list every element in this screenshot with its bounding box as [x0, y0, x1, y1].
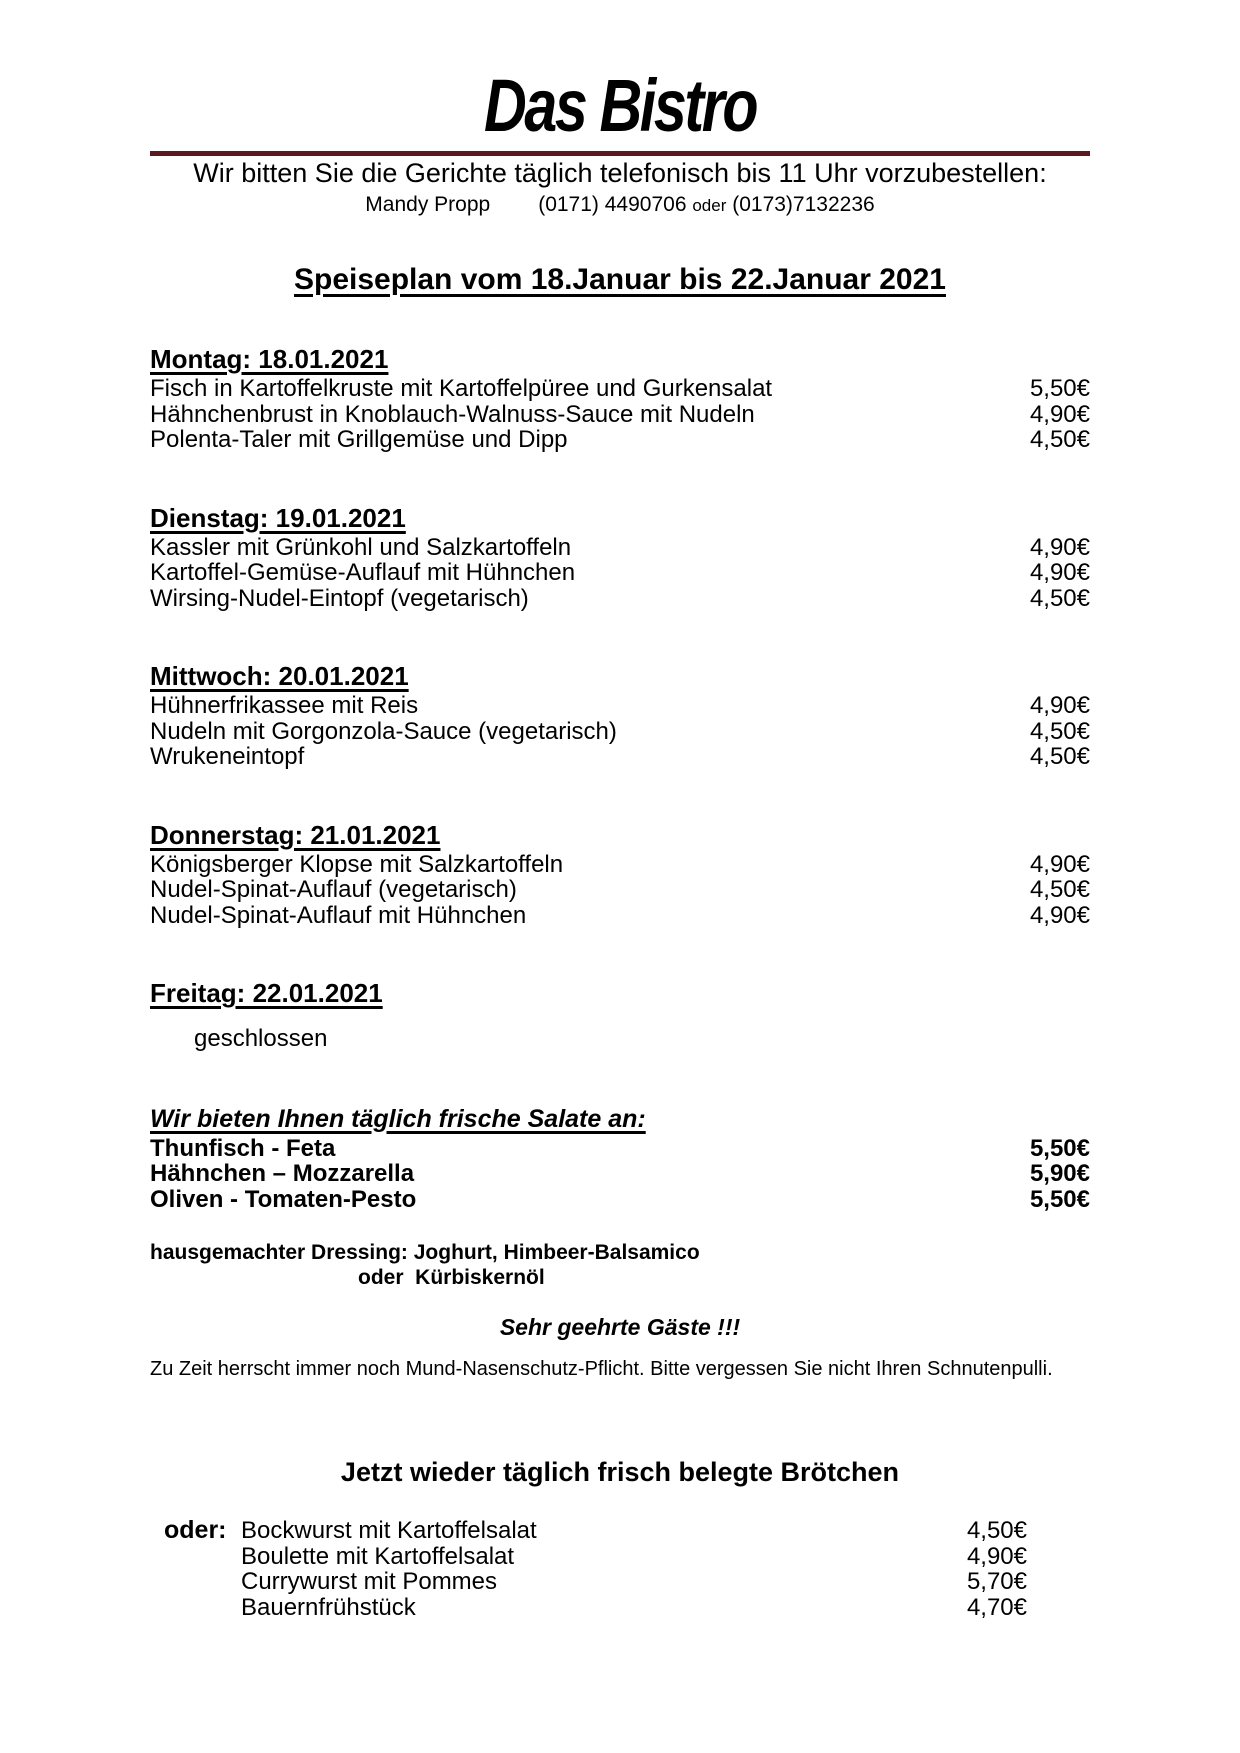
- dish-name: Kassler mit Grünkohl und Salzkartoffeln: [150, 533, 572, 561]
- dish-name: Polenta-Taler mit Grillgemüse und Dipp: [150, 426, 568, 453]
- broetchen-prefix: oder:: [164, 1516, 227, 1544]
- plan-heading: Speiseplan vom 18.Januar bis 22.Januar 2021: [293, 263, 946, 296]
- dish-price: 4,90€: [1029, 850, 1090, 878]
- day-block: [150, 503, 1090, 612]
- menu-item-row: [150, 1161, 1090, 1187]
- dish-price: 4,50€: [966, 1517, 1027, 1544]
- day-heading: Donnerstag: 21.01.2021: [150, 819, 441, 850]
- salads-section: [150, 1104, 1090, 1291]
- contact-phone-1: (0171) 4490706: [538, 193, 687, 216]
- preorder-note: Wir bitten Sie die Gerichte täglich telefonisch bis 11 Uhr vorzubestellen:: [193, 158, 1047, 188]
- dressing-line-2: oder Kürbiskernöl: [358, 1266, 545, 1289]
- header-divider: [150, 151, 1090, 156]
- dish-name: Hähnchen – Mozzarella: [150, 1160, 415, 1187]
- menu-item-row: [150, 744, 1090, 770]
- dish-price: 4,50€: [1029, 717, 1090, 745]
- dish-price: 4,70€: [966, 1593, 1027, 1621]
- mask-notice-text: Zu Zeit herrscht immer noch Mund-Nasenschutz-Pflicht. Bitte vergessen Sie nicht Ihren Schnutenpulli.: [150, 1358, 1053, 1380]
- dish-name: Königsberger Klopse mit Salzkartoffeln: [150, 850, 564, 878]
- dish-name: Oliven - Tomaten-Pesto: [150, 1185, 417, 1213]
- dish-price: 5,50€: [1029, 1134, 1090, 1162]
- dish-price: 4,90€: [1029, 533, 1090, 561]
- day-heading: Dienstag: 19.01.2021: [150, 502, 406, 533]
- dish-name: Bauernfrühstück: [241, 1593, 416, 1621]
- dish-price: 4,90€: [1029, 400, 1090, 428]
- dish-price: 4,90€: [1029, 901, 1090, 929]
- dish-price: 5,90€: [1029, 1160, 1090, 1187]
- dressing-line-1: hausgemachter Dressing: Joghurt, Himbeer-Balsamico: [150, 1241, 700, 1264]
- menu-item-row: [150, 693, 1090, 719]
- dish-price: 4,50€: [1029, 584, 1090, 612]
- dish-price: 4,50€: [1029, 743, 1090, 770]
- menu-item-row: [241, 1569, 1027, 1595]
- day-block: [150, 978, 1090, 1052]
- menu-item-row: [150, 402, 1090, 428]
- dish-name: Currywurst mit Pommes: [241, 1568, 498, 1595]
- dish-price: 4,50€: [1029, 876, 1090, 903]
- contact-line: [150, 192, 1090, 218]
- salads-list: [150, 1136, 1090, 1213]
- menu-item-row: [150, 852, 1090, 878]
- menu-item-row: [150, 1136, 1090, 1162]
- dish-name: Hähnchenbrust in Knoblauch-Walnuss-Sauce mit Nudeln: [150, 400, 755, 428]
- dish-name: Hühnerfrikassee mit Reis: [150, 692, 419, 719]
- dish-price: 5,70€: [966, 1568, 1027, 1595]
- menu-item-row: [150, 586, 1090, 612]
- day-block: [150, 820, 1090, 929]
- dish-name: Wrukeneintopf: [150, 743, 305, 770]
- header: [150, 0, 1090, 146]
- restaurant-title: Das Bistro: [483, 64, 757, 147]
- dish-name: Nudel-Spinat-Auflauf mit Hühnchen: [150, 901, 527, 929]
- menu-item-row: [241, 1518, 1027, 1544]
- broetchen-list: [241, 1518, 1027, 1620]
- contact-phone-2: (0173)7132236: [732, 193, 875, 216]
- day-block: [150, 661, 1090, 770]
- dish-name: Boulette mit Kartoffelsalat: [241, 1542, 515, 1570]
- day-heading: Mittwoch: 20.01.2021: [150, 661, 409, 691]
- menu-item-row: [241, 1544, 1027, 1570]
- dish-name: Fisch in Kartoffelkruste mit Kartoffelpüree und Gurkensalat: [150, 375, 773, 402]
- broetchen-section: [164, 1518, 1027, 1620]
- broetchen-heading: Jetzt wieder täglich frisch belegte Brötchen: [340, 1457, 900, 1487]
- menu-item-row: [150, 903, 1090, 929]
- closed-note: geschlossen: [194, 1025, 328, 1052]
- day-block: [150, 344, 1090, 453]
- dish-name: Nudeln mit Gorgonzola-Sauce (vegetarisch): [150, 717, 617, 745]
- dish-price: 5,50€: [1029, 375, 1090, 402]
- contact-conjunction: oder: [692, 196, 727, 215]
- salads-heading: Wir bieten Ihnen täglich frische Salate an:: [150, 1104, 646, 1133]
- dish-price: 4,90€: [1029, 692, 1090, 719]
- menu-item-row: [150, 1187, 1090, 1213]
- day-heading: Montag: 18.01.2021: [150, 344, 389, 374]
- day-heading: Freitag: 22.01.2021: [150, 978, 383, 1008]
- dressing-note: [150, 1240, 1090, 1290]
- dish-price: 5,50€: [1029, 1185, 1090, 1213]
- weekly-menu: [150, 344, 1090, 1052]
- menu-item-row: [150, 376, 1090, 402]
- menu-item-row: [150, 535, 1090, 561]
- contact-name: Mandy Propp: [365, 193, 491, 216]
- dish-price: 4,50€: [1029, 426, 1090, 453]
- dish-price: 4,90€: [966, 1542, 1027, 1570]
- dish-name: Kartoffel-Gemüse-Auflauf mit Hühnchen: [150, 559, 576, 586]
- guests-notice-heading: Sehr geehrte Gäste !!!: [499, 1314, 741, 1340]
- menu-item-row: [241, 1595, 1027, 1621]
- menu-item-row: [150, 719, 1090, 745]
- menu-item-row: [150, 877, 1090, 903]
- dish-name: Wirsing-Nudel-Eintopf (vegetarisch): [150, 584, 529, 612]
- dish-price: 4,90€: [1029, 559, 1090, 586]
- dish-name: Nudel-Spinat-Auflauf (vegetarisch): [150, 876, 517, 903]
- dish-name: Bockwurst mit Kartoffelsalat: [241, 1517, 537, 1544]
- menu-item-row: [150, 427, 1090, 453]
- dish-name: Thunfisch - Feta: [150, 1134, 336, 1162]
- menu-item-row: [150, 560, 1090, 586]
